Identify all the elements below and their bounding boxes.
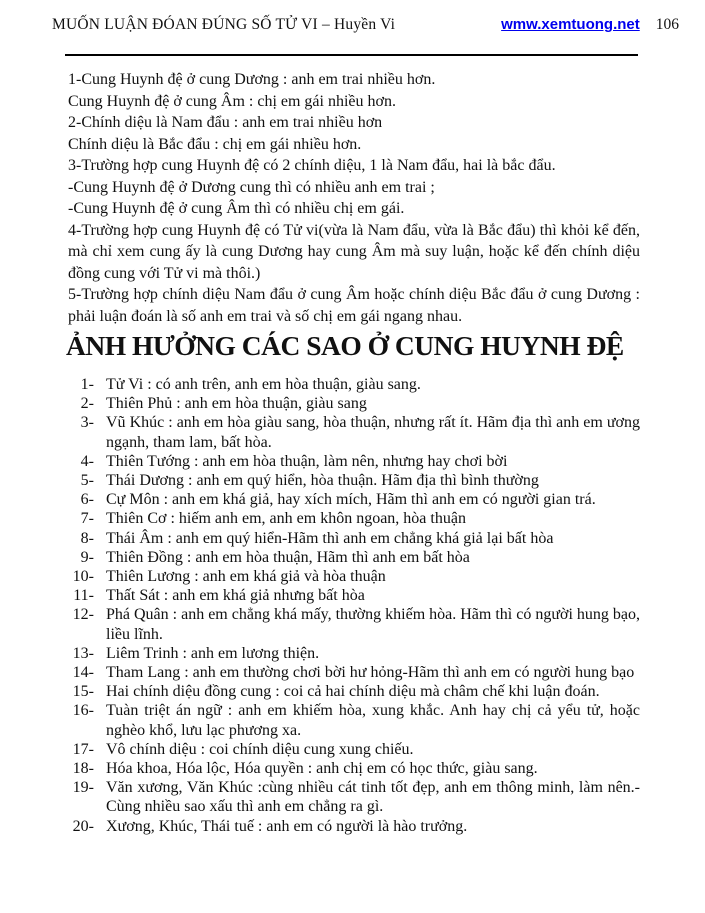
list-item bbox=[68, 644, 640, 663]
paragraph: -Cung Huynh đệ ở cung Âm thì có nhiều chị em gái. bbox=[68, 200, 405, 217]
list-item bbox=[68, 682, 640, 701]
list-item bbox=[68, 375, 640, 394]
list-item-number: 15- bbox=[72, 683, 94, 701]
list-item bbox=[68, 759, 640, 778]
list-item-number: 17- bbox=[72, 740, 94, 758]
list-item-text: Tham Lang : anh em thường chơi bời hư hỏng-Hãm thì anh em có người hung bạo bbox=[106, 664, 635, 682]
list-item-text: Hai chính diệu đồng cung : coi cả hai chính diệu mà châm chế khi luận đoán. bbox=[106, 683, 600, 701]
list-item-text: Tuàn triệt án ngữ : anh em khiếm hòa, xung khắc. Anh hay chị cả yểu tử, hoặc nghèo khổ, lưu lạc phương xa. bbox=[106, 702, 640, 739]
list-item bbox=[68, 778, 640, 816]
list-item bbox=[68, 413, 640, 451]
list-item-number: 5- bbox=[80, 472, 94, 490]
list-item-number: 13- bbox=[72, 644, 94, 662]
list-item bbox=[68, 548, 640, 567]
list-item-number: 8- bbox=[80, 529, 94, 547]
list-item-text: Thiên Tướng : anh em hòa thuận, làm nên, nhưng hay chơi bời bbox=[106, 452, 508, 470]
list-item bbox=[68, 740, 640, 759]
list-item-text: Thái Dương : anh em quý hiển, hòa thuận. Hãm địa thì bình thường bbox=[106, 472, 539, 490]
paragraph: 2-Chính diệu là Nam đẩu : anh em trai nhiều hơn bbox=[68, 114, 383, 131]
list-item-text: Thiên Đồng : anh em hòa thuận, Hãm thì anh em bất hòa bbox=[106, 548, 470, 566]
page-number: 106 bbox=[655, 16, 679, 33]
list-item-text: Thất Sát : anh em khá giả nhưng bất hòa bbox=[106, 587, 365, 605]
list-item-number: 19- bbox=[72, 779, 94, 797]
list-item bbox=[68, 529, 640, 548]
list-item-number: 9- bbox=[80, 548, 94, 566]
list-item bbox=[68, 605, 640, 643]
list-item-text: Thái Âm : anh em quý hiển-Hãm thì anh em chẳng khá giả lại bất hòa bbox=[106, 529, 554, 547]
list-item-number: 12- bbox=[72, 606, 94, 624]
paragraph: 3-Trường hợp cung Huynh đệ có 2 chính diệu, 1 là Nam đẩu, hai là bắc đẩu. bbox=[68, 157, 556, 174]
list-item-number: 2- bbox=[80, 395, 94, 413]
page-header bbox=[52, 16, 679, 34]
list-item-number: 1- bbox=[80, 376, 94, 393]
book-title: MUỐN LUẬN ĐÓAN ĐÚNG SỐ TỬ VI – Huyền Vi bbox=[52, 16, 396, 33]
paragraph: Cung Huynh đệ ở cung Âm : chị em gái nhiều hơn. bbox=[68, 92, 396, 110]
list-item-text: Phá Quân : anh em chẳng khá mấy, thường khiếm hòa. Hãm thì có người hung bạo, liều lĩnh. bbox=[106, 606, 641, 643]
list-item bbox=[68, 567, 640, 586]
list-item-text: Vô chính diệu : coi chính diệu cung xung chiếu. bbox=[106, 740, 414, 758]
list-item bbox=[68, 701, 640, 739]
list-item bbox=[68, 509, 640, 528]
star-influence-list bbox=[68, 375, 640, 836]
list-item bbox=[68, 490, 640, 509]
paragraph: Chính diệu là Bắc đẩu : chị em gái nhiều hơn. bbox=[68, 135, 362, 153]
list-item-number: 10- bbox=[72, 568, 94, 586]
list-item bbox=[68, 394, 640, 413]
list-item-text: Vũ Khúc : anh em hòa giàu sang, hòa thuận, nhưng rất ít. Hãm địa thì anh em ương ngạnh, tham lam, bất hòa. bbox=[106, 414, 640, 451]
header-divider bbox=[65, 54, 638, 56]
list-item bbox=[68, 817, 640, 836]
list-item-number: 14- bbox=[72, 664, 94, 682]
paragraph: 1-Cung Huynh đệ ở cung Dương : anh em trai nhiều hơn. bbox=[68, 71, 436, 88]
list-item-number: 7- bbox=[80, 510, 94, 528]
list-item bbox=[68, 452, 640, 471]
list-item bbox=[68, 471, 640, 490]
list-item-text: Hóa khoa, Hóa lộc, Hóa quyền : anh chị em có học thức, giàu sang. bbox=[106, 760, 538, 778]
list-item-number: 16- bbox=[72, 702, 94, 720]
list-item-text: Xương, Khúc, Thái tuế : anh em có người là hào trưởng. bbox=[106, 817, 468, 835]
list-item-text: Tử Vi : có anh trên, anh em hòa thuận, giàu sang. bbox=[106, 376, 421, 393]
list-item-number: 20- bbox=[72, 817, 94, 835]
list-item bbox=[68, 586, 640, 605]
list-item-number: 3- bbox=[80, 414, 94, 432]
list-item-text: Văn xương, Văn Khúc :cùng nhiều cát tinh tốt đẹp, anh em thông minh, làm nên.- Cùng nhiều sao xấu thì anh em chẳng ra gì. bbox=[106, 779, 640, 816]
list-item-number: 4- bbox=[80, 452, 94, 470]
list-item-number: 11- bbox=[73, 587, 94, 605]
paragraph: 5-Trường hợp chính diệu Nam đẩu ở cung Âm hoặc chính diệu Bắc đẩu ở cung Dương : phải luận đoán là số anh em trai và số chị em gái ngang nhau. bbox=[68, 286, 640, 325]
list-item-text: Thiên Lương : anh em khá giả và hòa thuận bbox=[106, 568, 386, 586]
list-item-text: Liêm Trinh : anh em lương thiện. bbox=[106, 644, 320, 662]
list-item-text: Cự Môn : anh em khá giả, hay xích mích, Hãm thì anh em có người gian trá. bbox=[106, 491, 596, 509]
paragraph: 4-Trường hợp cung Huynh đệ có Tử vi(vừa là Nam đẩu, vừa là Bắc đẩu) thì khỏi kể đến, mà chỉ xem cung ấy là cung Dương hay cung Âm mà suy luận, hoặc kể đến chính diệu đồng cung với Tử vi mà thôi.) bbox=[68, 221, 640, 282]
list-item-text: Thiên Phủ : anh em hòa thuận, giàu sang bbox=[106, 395, 367, 413]
list-item bbox=[68, 663, 640, 682]
list-item-number: 18- bbox=[72, 760, 94, 778]
website-link[interactable]: wmw.xemtuong.net bbox=[501, 16, 640, 33]
section-heading: ẢNH HƯỞNG CÁC SAO Ở CUNG HUYNH ĐỆ bbox=[66, 330, 624, 361]
page-content bbox=[68, 69, 640, 836]
paragraph: -Cung Huynh đệ ở Dương cung thì có nhiều anh em trai ; bbox=[68, 178, 435, 196]
list-item-text: Thiên Cơ : hiếm anh em, anh em khôn ngoan, hòa thuận bbox=[106, 510, 466, 528]
list-item-number: 6- bbox=[80, 491, 94, 509]
